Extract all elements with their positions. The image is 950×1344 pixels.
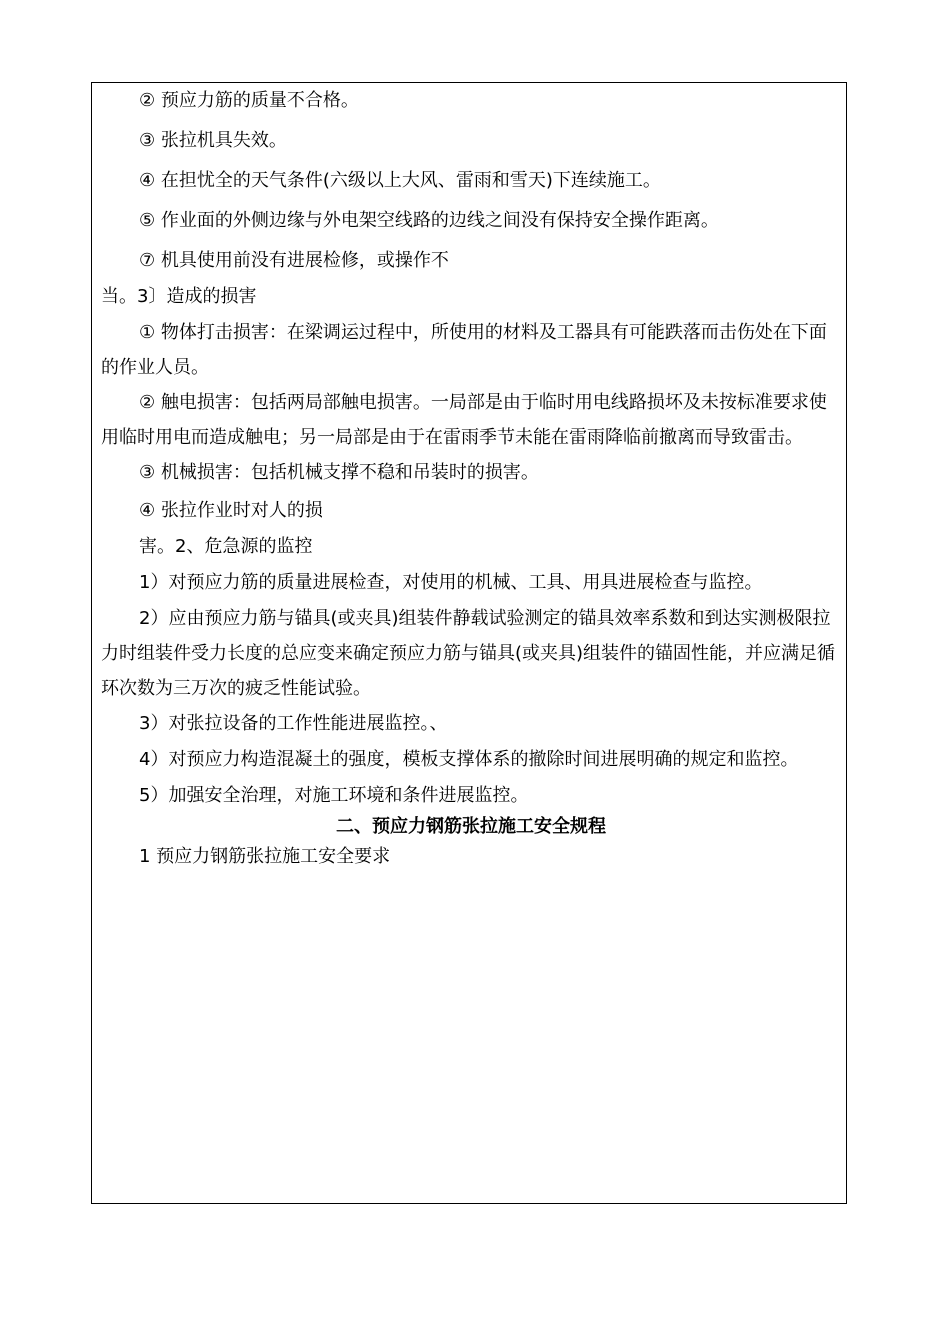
paragraph: ③ 张拉机具失效。 [139, 130, 287, 151]
paragraph: 当。3〕造成的损害 [101, 286, 257, 307]
paragraph: ⑦ 机具使用前没有进展检修，或操作不 [139, 250, 449, 271]
section-heading: 二、预应力钢筋张拉施工安全规程 [336, 816, 606, 837]
paragraph: ② 触电损害：包括两局部触电损害。一局部是由于临时用电线路损坏及未按标准要求使用临时用电而造成触电；另一局部是由于在雷雨季节未能在雷雨降临前撤离而导致雷击。 [101, 392, 827, 448]
document-body [101, 82, 841, 872]
paragraph: 5）加强安全治理，对施工环境和条件进展监控。 [139, 785, 529, 806]
paragraph: ④ 在担忧全的天气条件(六级以上大风、雷雨和雪天)下连续施工。 [139, 170, 661, 191]
paragraph: ④ 张拉作业时对人的损 [139, 500, 323, 521]
paragraph: 4）对预应力构造混凝土的强度，模板支撑体系的撤除时间进展明确的规定和监控。 [139, 749, 799, 770]
paragraph: 1）对预应力筋的质量进展检查，对使用的机械、工具、用具进展检查与监控。 [139, 572, 763, 593]
paragraph: ③ 机械损害：包括机械支撑不稳和吊装时的损害。 [139, 462, 539, 483]
subsection-title: 1 预应力钢筋张拉施工安全要求 [139, 846, 391, 867]
paragraph: 害。2、危急源的监控 [139, 536, 313, 557]
paragraph: 2）应由预应力筋与锚具(或夹具)组装件静载试验测定的锚具效率系数和到达实测极限拉力时组装件受力长度的总应变来确定预应力筋与锚具(或夹具)组装件的锚固性能，并应满足循环次数为三万次的疲乏性能试验。 [101, 608, 836, 699]
paragraph: ① 物体打击损害：在梁调运过程中，所使用的材料及工器具有可能跌落而击伤处在下面的作业人员。 [101, 322, 827, 378]
paragraph: ⑤ 作业面的外侧边缘与外电架空线路的边线之间没有保持安全操作距离。 [139, 210, 719, 231]
paragraph: 3）对张拉设备的工作性能进展监控。、 [139, 713, 448, 734]
paragraph: ② 预应力筋的质量不合格。 [139, 90, 359, 111]
